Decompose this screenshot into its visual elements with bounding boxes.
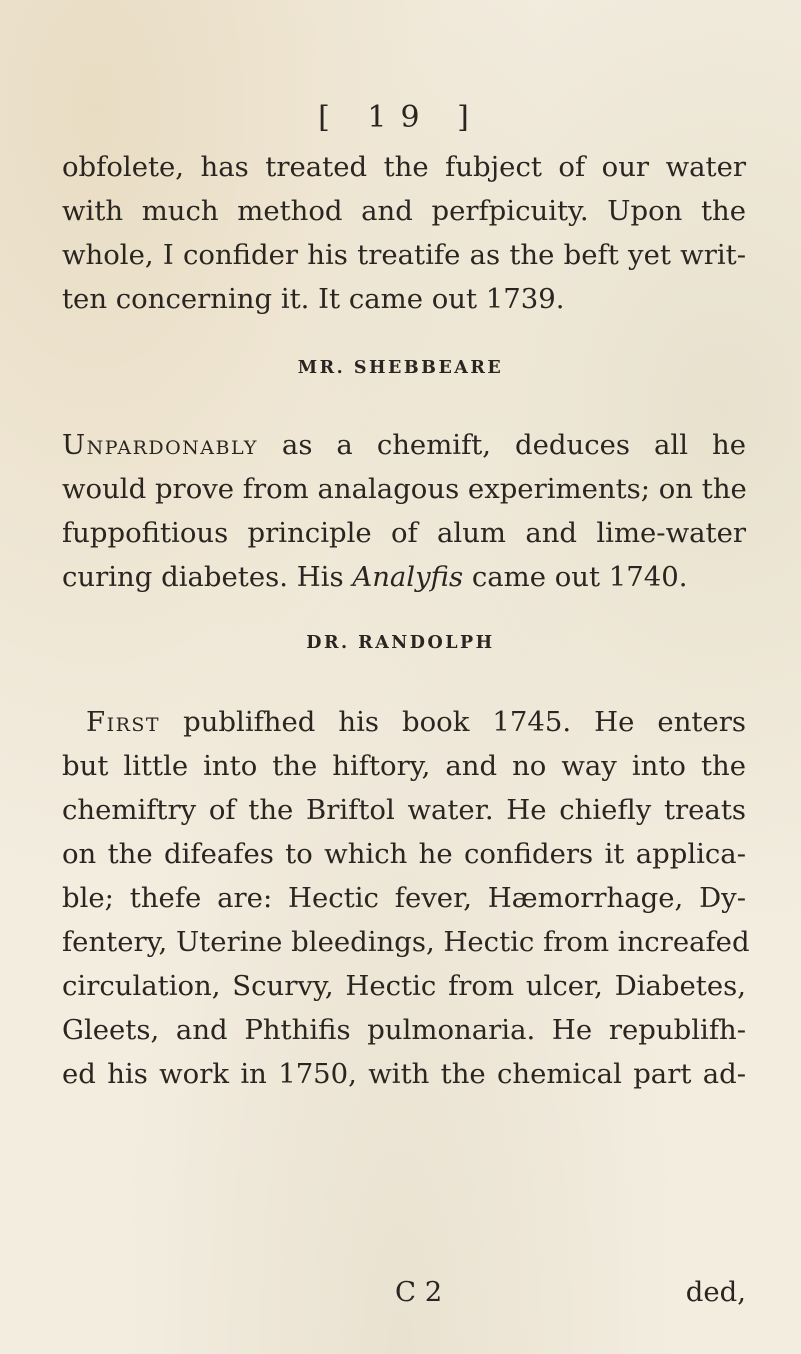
lead-word: Unpardonably [62, 429, 258, 461]
catchword: ded, [685, 1276, 746, 1308]
text-span: publifhed his book 1745. He enters [160, 706, 746, 738]
text-line: ed his work in 1750, with the chemical part ad- [62, 1058, 746, 1090]
text-line: obfolete, has treated the fubject of our water [62, 151, 746, 183]
text-line: on the difeafes to which he confiders it applica- [62, 838, 746, 870]
text-line: circulation, Scurvy, Hectic from ulcer, Diabetes, [62, 970, 746, 1002]
text-line [86, 702, 746, 742]
text-line: ble; thefe are: Hectic fever, Hæmorrhage, Dy- [62, 882, 746, 914]
lead-word: First [86, 706, 161, 738]
text-line: but little into the hiftory, and no way into the [62, 750, 746, 782]
text-span: came out 1740. [463, 561, 688, 593]
text-line [62, 557, 746, 597]
text-line [62, 425, 746, 465]
page-number: [ 19 ] [318, 100, 483, 135]
text-line: would prove from analagous experiments; on the [62, 473, 747, 505]
section-heading-randolph: DR. RANDOLPH [306, 633, 495, 653]
text-line: ten concerning it. It came out 1739. [62, 283, 565, 315]
text-line: chemiftry of the Briftol water. He chiefly treats [62, 794, 746, 826]
text-span: as a chemift, deduces all he [257, 429, 746, 461]
text-line: with much method and perfpicuity. Upon the [62, 195, 746, 227]
page-footer [0, 1276, 801, 1320]
text-line: fuppofitious principle of alum and lime-water [62, 517, 746, 549]
text-span: curing diabetes. His [62, 561, 353, 593]
signature-mark: C 2 [395, 1276, 443, 1308]
book-title-italic: Analyfis [352, 561, 464, 593]
text-line: Gleets, and Phthifis pulmonaria. He republifh- [62, 1014, 746, 1046]
section-heading-shebbeare: MR. SHEBBEARE [297, 358, 504, 378]
text-line: fentery, Uterine bleedings, Hectic from increafed [62, 926, 750, 958]
text-line: whole, I confider his treatife as the beft yet writ- [62, 239, 746, 271]
